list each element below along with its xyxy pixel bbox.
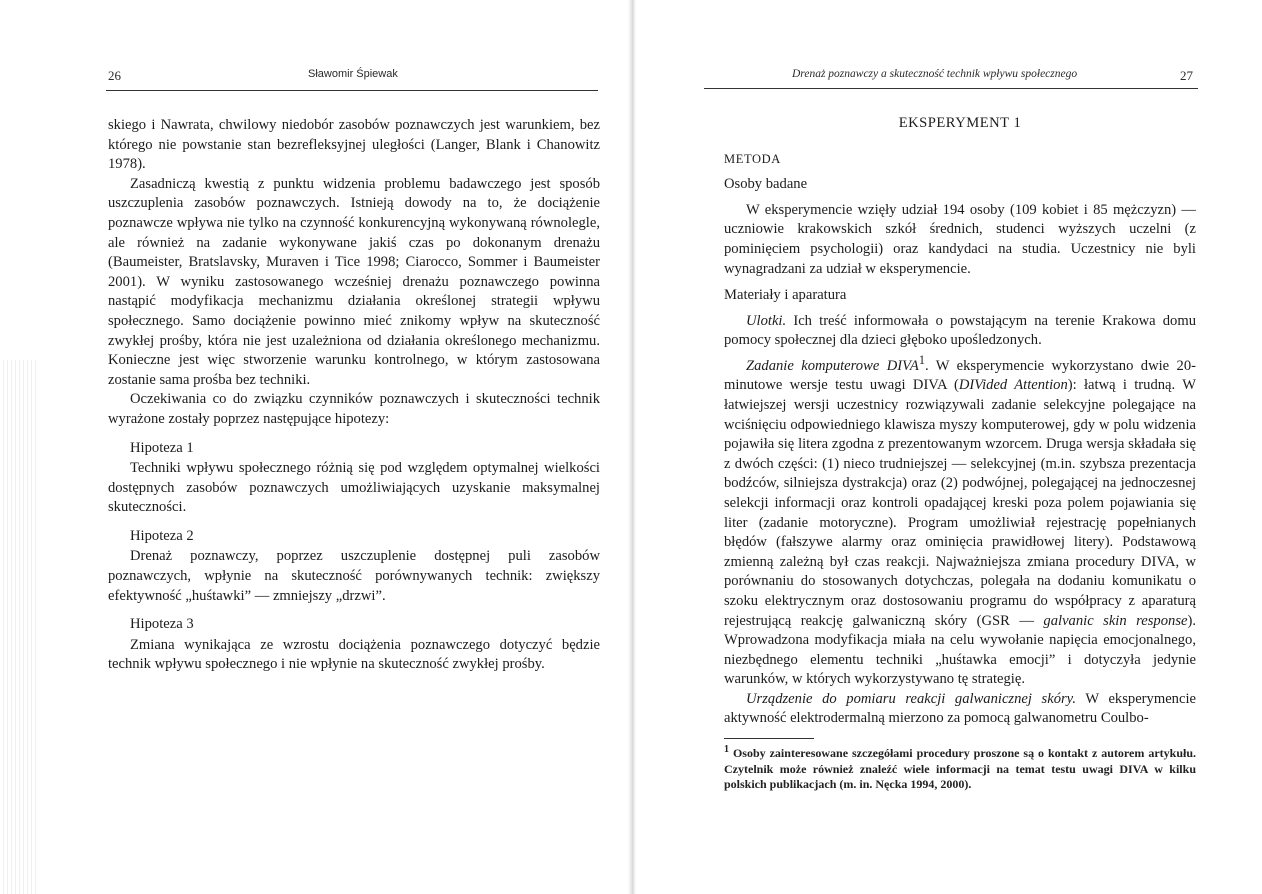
right-header-rule <box>704 88 1198 89</box>
task-gsr-term: galvanic skin response <box>1043 612 1188 629</box>
left-page-header <box>0 64 630 84</box>
device-label: Urządzenie do pomiaru reakcji galwanicznej skóry. <box>746 690 1076 707</box>
hypothesis-3-title: Hipoteza 3 <box>130 616 194 633</box>
left-running-head: Sławomir Śpiewak <box>308 68 398 80</box>
footnote-mark: 1 <box>724 744 729 755</box>
footnote-text: Osoby zainteresowane szczegółami procedury proszone są o kontakt z autorem artykułu. Czytelnik może również znaleźć wiele informacji na temat testu uwagi DIVA w kilku polskich publikacjach (m. in. Nęcka 1994, 2000). <box>724 746 1197 791</box>
hypothesis-2-title: Hipoteza 2 <box>130 527 194 544</box>
task-text-2: ): łatwą i trudną. W łatwiejszej wersji uczestnicy rozwiązywali zadanie selekcyjne polegające na wciśnięciu odpowiedniego klawisza myszy komputerowej, gdy w polu widzenia pojawiła się litera zgodna z prezentowanym wzorcem. Druga wersja składała się z dwóch części: (1) nieco trudniejszej — selekcyjnej (m.in. szybsza prezentacja bodźców, silniejsza dystrakcja) oraz (2) podwójnej, polegającej na jednoczesnej selekcji informacji oraz kontroli opadającej kreski poza polem pojawiania się liter (zadanie motoryczne). Program umożliwiał rejestrację popełnianych błędów (fałszywe alarmy oraz ominięcia prawidłowej litery). Podstawową zmienną zależną był czas reakcji. Najważniejsza zmiana procedury DIVA, w porównaniu do stosowanych dotychczas, polegała na dodaniu komunikatu o szoku elektrycznym oraz dostosowaniu programu do współpracy z aparaturą rejestrującą reakcję galwaniczną skóry (GSR — <box>724 377 1196 629</box>
right-page <box>632 0 1262 894</box>
method-heading: METODA <box>724 151 781 166</box>
device-paragraph <box>724 690 1196 729</box>
footnote-rule <box>724 738 814 739</box>
section-title: EKSPERYMENT 1 <box>898 115 1022 131</box>
task-label: Zadanie komputerowe DIVA <box>746 357 919 374</box>
leaflets-text: Ich treść informowała o powstającym na terenie Krakowa domu pomocy społecznej dla dzieci głęboko upośledzonych. <box>724 312 1196 349</box>
leaflets-paragraph <box>724 312 1196 351</box>
right-running-head: Drenaż poznawczy a skuteczność technik wpływu społecznego <box>792 68 1078 80</box>
paragraph-expectations: Oczekiwania co do związku czynników poznawczych i skuteczności technik wyrażone zostały poprzez następujące hipotezy: <box>108 391 600 427</box>
hypothesis-3-text: Zmiana wynikająca ze wzrostu dociążenia poznawczego dotyczyć będzie technik wpływu społecznego i nie wpłynie na skuteczność zwykłej prośby. <box>108 636 600 673</box>
left-page <box>0 0 630 894</box>
left-page-number: 26 <box>108 68 121 83</box>
device-text: W eksperymencie aktywność elektrodermalną mierzono za pomocą galwanometru Coulbo- <box>724 690 1196 727</box>
paragraph-main-issue: Zasadniczą kwestią z punktu widzenia problemu badawczego jest sposób uszczuplenia zasobów poznawczych. Istnieją dowody na to, że dociążenie poznawcze wpływa nie tylko na czynność konkurencyjną wykonywaną równolegle, ale również na zadanie wykonywane jakiś czas po dokonanym drenażu (Baumeister, Bratslavsky, Muraven i Tice 1998; Ciarocco, Sommer i Baumeister 2001). W wyniku zastosowanego wcześniej drenażu poznawczego powinna nastąpić modyfikacja mechanizmu działania określonej strategii wpływu społecznego. Samo dociążenie powinno mieć znikomy wpływ na skuteczność zwykłej prośby, która nie jest uzależniona od działania określonego mechanizmu. Konieczne jest więc stworzenie warunku kontrolnego, w którym zastosowana zostanie sama prośba bez techniki. <box>108 175 600 388</box>
right-page-body <box>724 112 1196 729</box>
paragraph-continuation: skiego i Nawrata, chwilowy niedobór zasobów poznawczych jest warunkiem, bez którego nie powstanie stan bezrefleksyjnej uległości (Langer, Blank i Chanowitz 1978). <box>108 117 600 173</box>
left-header-rule <box>106 90 598 91</box>
task-text-3: ). Wprowadzona modyfikacja miała na celu wywołanie napięcia emocjonalnego, niezbędnego elementu techniki „huśtawka emocji” i dotyczyła jedynie warunków, w których wykorzystywano tę strategię. <box>724 612 1196 688</box>
footnote <box>724 742 1196 793</box>
hypothesis-1-text: Techniki wpływu społecznego różnią się pod względem optymalnej wielkości dostępnych zasobów poznawczych umożliwiających uzyskanie maksymalnej skuteczności. <box>108 460 600 516</box>
hypothesis-2-text: Drenaż poznawczy, poprzez uszczuplenie dostępnej puli zasobów poznawczych, wpłynie na skuteczność porównywanych technik: zwiększy efektywność „huśtawki” — zmniejszy „drzwi”. <box>108 548 600 604</box>
leaflets-label: Ulotki. <box>746 312 787 329</box>
left-page-body <box>108 116 600 675</box>
task-text-1: . W eksperymencie wykorzystano dwie 20-minutowe wersje testu uwagi DIVA ( <box>724 357 1196 394</box>
subjects-heading: Osoby badane <box>724 176 808 193</box>
subjects-paragraph: W eksperymencie wzięły udział 194 osoby (109 kobiet i 85 mężczyzn) — uczniowie krakowskich szkół średnich, studenci wyższych uczelni (z pominięciem psychologii) oraz kandydaci na studia. Uczestnicy nie byli wynagradzani za udział w eksperymencie. <box>724 201 1196 277</box>
right-page-header <box>632 64 1262 84</box>
task-divided-term: DIVided Attention <box>958 377 1068 394</box>
task-paragraph <box>724 351 1196 690</box>
footnote-ref: 1 <box>918 352 925 367</box>
materials-heading: Materiały i aparatura <box>724 287 847 304</box>
right-page-number: 27 <box>1180 68 1193 83</box>
hypothesis-1-title: Hipoteza 1 <box>130 439 194 456</box>
